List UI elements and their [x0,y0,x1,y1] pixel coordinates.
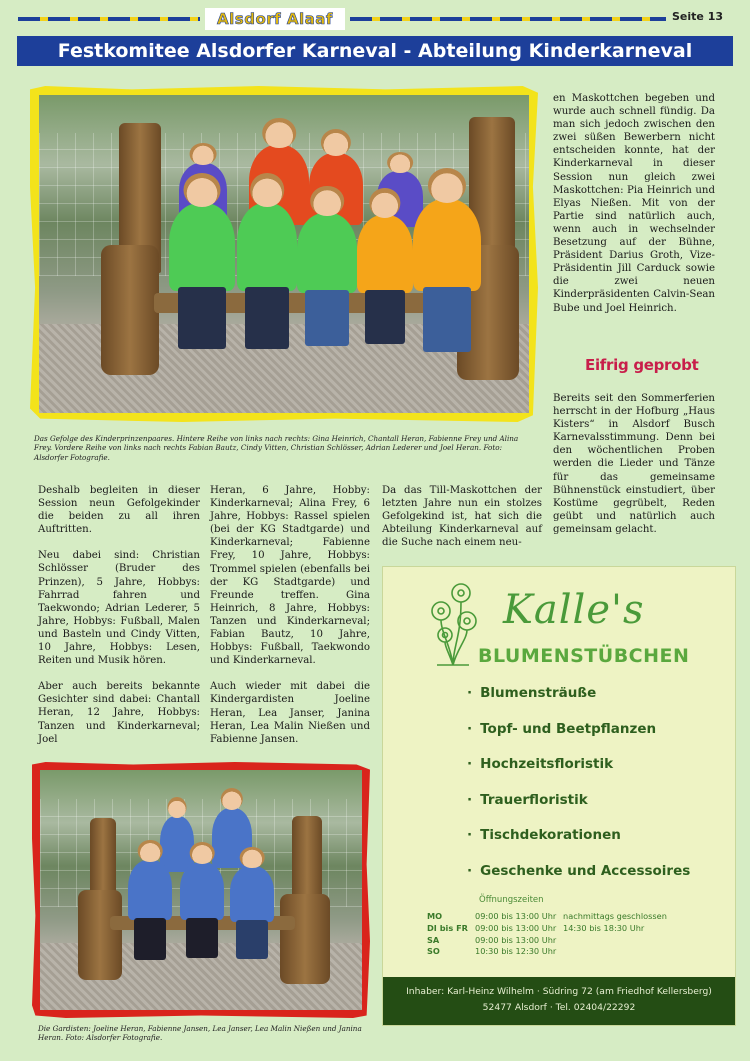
article-column-4 [553,92,715,328]
paragraph: Deshalb begleiten in dieser Session neun Gefolgekinder die beiden zu all ihren Auftritten. [38,485,200,536]
shop-name: BLUMENSTÜBCHEN [478,645,690,667]
page-header [0,0,750,36]
group-photo [39,95,529,413]
hours-row: SA 09:00 bis 13:00 Uhr [427,934,557,945]
group-photo-frame [30,86,538,422]
group-photo-caption: Das Gefolge des Kinderprinzenpaares. Hintere Reihe von links nach rechts: Gina Heinrich, Chantall Heran, Fabienne Frey und Alina Frey. Vordere Reihe von links nach rechts Fabian Bautz, Cindy Vitten, Christian Schlösser, Adrian Lederer und Joel Heran. Foto: Alsdorfer Fotografie. [34,434,519,462]
list-item: · Blumensträuße [467,685,597,701]
opening-hours [427,911,667,958]
header-stripe-right [350,17,666,21]
list-item: · Hochzeitsfloristik [467,756,614,772]
article-column-2 [210,484,370,759]
magazine-brand: Alsdorf Alaaf [205,8,345,30]
shop-address: Inhaber: Karl-Heinz Wilhelm · Südring 72 (am Friedhof Kellersberg) [406,986,712,997]
hours-row: MO 09:00 bis 13:00 Uhr nachmittags geschlossen [427,911,667,921]
opening-hours-title: Öffnungszeiten [479,895,544,905]
page-number: Seite 13 [672,10,724,23]
article-title: Festkomitee Alsdorfer Karneval - Abteilung Kinderkarneval [17,36,733,66]
hours-row: SO 10:30 bis 12:30 Uhr [427,946,557,957]
service-list [467,685,690,898]
flower-shop-ad [382,566,736,1026]
hours-row: DI bis FR 09:00 bis 13:00 Uhr 14:30 bis 18:30 Uhr [427,922,645,933]
article-column-3 [382,484,542,562]
list-item: · Topf- und Beetpflanzen [467,720,657,737]
shop-contact-footer [383,977,735,1025]
list-item: · Tischdekorationen [467,827,621,843]
article-column-4b [553,392,715,549]
guard-photo-frame [32,762,370,1018]
article-column-1 [38,484,200,759]
list-item: · Geschenke und Accessoires [467,862,691,879]
header-stripe-left [18,17,200,21]
shop-name-script: Kalle's [503,587,645,633]
section-subheading: Eifrig geprobt [585,356,699,374]
paragraph: Bereits seit den Sommerferien herrscht in der Hofburg „Haus Kisters“ in Alsdorf Busch Karnevalsstimmung. Denn bei den wöchentlichen Proben werden die Lieder und Tänze für das gemeinsame Bühnenstück einstudiert, über Kostüme gegrübelt, Reden geübt und natürlich auch gemeinsam gelacht. [553,393,715,535]
list-item: · Trauerfloristik [467,791,588,808]
guard-photo [40,770,362,1010]
paragraph: Aber auch bereits bekannte Gesichter sind dabei: Chantall Heran, 12 Jahre, Hobbys: Tanzen und Kinderkarneval; Joel [38,681,200,745]
paragraph: en Maskottchen begeben und wurde auch schnell fündig. Da man sich jedoch zwischen den zwei süßen Bewerbern nicht entscheiden konnte, hat der Kinderkarneval in dieser Session nun gleich zwei Maskottchen: Pia Heinrich und Elyas Nießen. Mit von der Partie sind natürlich auch, wenn auch in wechselnder Besetzung auf der Bühne, Präsident Darius Groth, Vize-Präsidentin Jill Carduck sowie die zwei neuen Kinderpräsidenten Calvin-Sean Bube und Joel Heinrich. [553,93,715,314]
paragraph: Auch wieder mit dabei die Kindergardisten Joeline Heran, Lea Janser, Janina Heran, Lea Malin Nießen und Fabienne Jansen. [210,681,370,745]
paragraph: Da das Till-Maskottchen der letzten Jahre nun ein stolzes Gefolgekind ist, hat sich die Abteilung Kinderkarneval auf die Suche nach einem neu- [382,485,542,549]
paragraph: Heran, 6 Jahre, Hobby: Kinderkarneval; Alina Frey, 6 Jahre, Hobbys: Rassel spielen (bei der KG Stadtgarde) und Kinderkarneval; Fabienne Frey, 10 Jahre, Hobbys: Trommel spielen (ebenfalls bei der KG Stadtgarde) und Freunde treffen. Gina Heinrich, 8 Jahre, Hobbys: Tanzen und Kinderkarneval; Fabian Bautz, 10 Jahre, Hobbys: Fußball, Taekwondo und Kinderkarneval. [210,485,370,667]
guard-photo-caption: Die Gardisten: Joeline Heran, Fabienne Jansen, Lea Janser, Lea Malin Nießen und Janina Heran. Foto: Alsdorfer Fotografie. [38,1024,362,1043]
shop-phone: 52477 Alsdorf · Tel. 02404/22292 [482,1002,636,1013]
paragraph: Neu dabei sind: Christian Schlösser (Bruder des Prinzen), 5 Jahre, Hobbys: Fahrrad fahren und Taekwondo; Adrian Lederer, 5 Jahre, Hobbys: Fußball, Malen und Basteln und Cindy Vitten, 10 Jahre, Hobbys: Lesen, Reiten und Musik hören. [38,550,200,667]
